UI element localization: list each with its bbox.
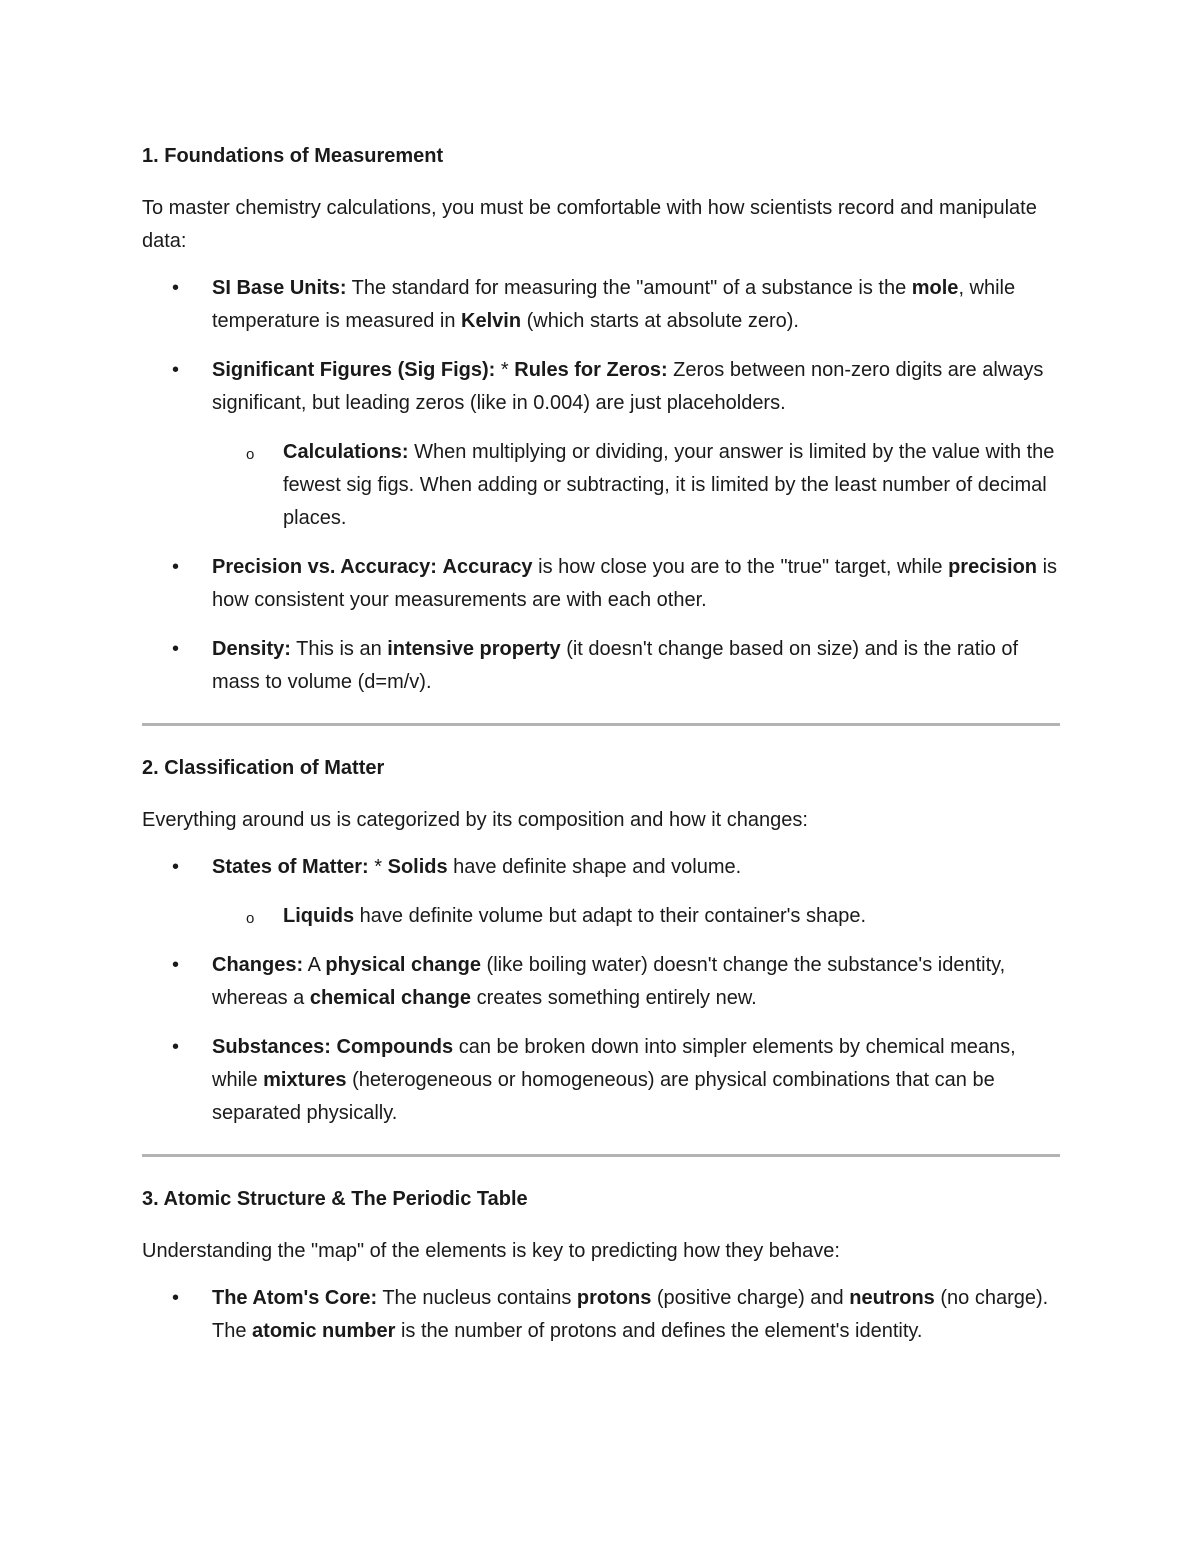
sublist-item-calculations: o Calculations: When multiplying or dividing, your answer is limited by the value with the fewest sig figs. When adding or subtracting, it is limited by the least number of decimal places. bbox=[142, 436, 1060, 535]
section-heading: 1. Foundations of Measurement bbox=[142, 145, 444, 167]
section-divider bbox=[142, 723, 1060, 726]
list-item-precision-vs-accuracy: • Precision vs. Accuracy: Accuracy is how close you are to the "true" target, while precision is how consistent your measurements are with each other. bbox=[142, 551, 1060, 617]
section-classification-of-matter bbox=[142, 752, 1060, 1130]
section-intro: To master chemistry calculations, you must be comfortable with how scientists record and manipulate data: bbox=[142, 197, 1037, 252]
section-intro: Everything around us is categorized by its composition and how it changes: bbox=[142, 809, 808, 831]
bullet-list bbox=[142, 1282, 1060, 1348]
list-item-atoms-core: • The Atom's Core: The nucleus contains protons (positive charge) and neutrons (no charge). The atomic number is the number of protons and defines the element's identity. bbox=[142, 1282, 1060, 1348]
list-item-substances: • Substances: Compounds can be broken down into simpler elements by chemical means, while mixtures (heterogeneous or homogeneous) are physical combinations that can be separated physically. bbox=[142, 1031, 1060, 1130]
list-item-density: • Density: This is an intensive property (it doesn't change based on size) and is the ratio of mass to volume (d=m/v). bbox=[142, 633, 1060, 699]
section-atomic-structure bbox=[142, 1183, 1060, 1348]
bullet-list bbox=[142, 272, 1060, 699]
section-divider bbox=[142, 1154, 1060, 1157]
bullet-list bbox=[142, 851, 1060, 1130]
list-item-significant-figures: • Significant Figures (Sig Figs): * Rules for Zeros: Zeros between non-zero digits are always significant, but leading zeros (like in 0.004) are just placeholders. bbox=[142, 354, 1060, 420]
section-foundations-of-measurement bbox=[142, 140, 1060, 699]
document-page bbox=[142, 140, 1060, 1364]
sublist-item-liquids: o Liquids have definite volume but adapt to their container's shape. bbox=[142, 900, 1060, 933]
list-item-states-of-matter: • States of Matter: * Solids have definite shape and volume. bbox=[142, 851, 1060, 884]
section-heading: 3. Atomic Structure & The Periodic Table bbox=[142, 1188, 528, 1210]
list-item-si-base-units: • SI Base Units: The standard for measuring the "amount" of a substance is the mole, while temperature is measured in Kelvin (which starts at absolute zero). bbox=[142, 272, 1060, 338]
section-intro: Understanding the "map" of the elements is key to predicting how they behave: bbox=[142, 1240, 840, 1262]
list-item-changes: • Changes: A physical change (like boiling water) doesn't change the substance's identity, whereas a chemical change creates something entirely new. bbox=[142, 949, 1060, 1015]
section-heading: 2. Classification of Matter bbox=[142, 757, 385, 779]
